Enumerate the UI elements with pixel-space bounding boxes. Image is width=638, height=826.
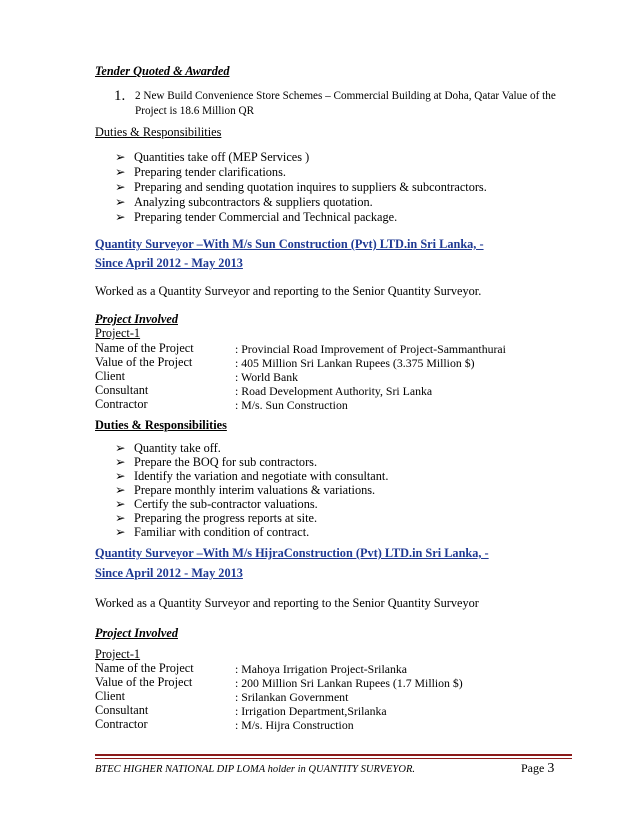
job1-summary: Worked as a Quantity Surveyor and reporting to the Senior Quantity Surveyor. xyxy=(95,284,482,298)
job2-field-key: Contractor xyxy=(95,717,148,731)
job2-field-value: : Irrigation Department,Srilanka xyxy=(235,704,387,718)
arrow-bullet-icon: ➢ xyxy=(115,497,126,511)
job1-project-heading: Project Involved xyxy=(95,312,178,326)
job1-field-value: : Road Development Authority, Sri Lanka xyxy=(235,384,433,398)
arrow-bullet-icon: ➢ xyxy=(115,525,126,539)
job1-field-key: Contractor xyxy=(95,397,148,411)
arrow-bullet-icon: ➢ xyxy=(115,150,126,164)
job1-field-value: : M/s. Sun Construction xyxy=(235,398,348,412)
job2-field-key: Name of the Project xyxy=(95,661,194,675)
page-label: Page xyxy=(521,761,545,775)
job1-period: Since April 2012 - May 2013 xyxy=(95,256,243,270)
job1-field-key: Client xyxy=(95,369,126,383)
job1-duties-heading: Duties & Responsibilities xyxy=(95,418,227,432)
footer-divider xyxy=(95,754,572,756)
job2-field-key: Consultant xyxy=(95,703,149,717)
page-indicator xyxy=(521,761,554,777)
job1-field-value: : World Bank xyxy=(235,370,299,384)
job1-field-value: : Provincial Road Improvement of Project-Sammanthurai xyxy=(235,342,506,356)
arrow-bullet-icon: ➢ xyxy=(115,511,126,525)
job2-field-value: : Mahoya Irrigation Project-Srilanka xyxy=(235,662,407,676)
arrow-bullet-icon: ➢ xyxy=(115,180,126,194)
tender-heading: Tender Quoted & Awarded xyxy=(95,64,230,78)
job2-field-value: : M/s. Hijra Construction xyxy=(235,718,354,732)
job2-period: Since April 2012 - May 2013 xyxy=(95,566,243,580)
job2-field-value: : Srilankan Government xyxy=(235,690,349,704)
arrow-bullet-icon: ➢ xyxy=(115,483,126,497)
arrow-bullet-icon: ➢ xyxy=(115,441,126,455)
job2-project-label: Project-1 xyxy=(95,647,141,661)
job1-field-key: Consultant xyxy=(95,383,149,397)
document-page: Tender Quoted & Awarded 1. 2 New Build Convenience Store Schemes – Commercial Building at Doha, Qatar Value of the Project is 18.6 Million QR Duties & Responsibilities ➢ Quantities take off (MEP Services ) ➢ Preparing tender clarifications. ➢ Preparing and sending quotation inquires to suppliers & subcontractors. ➢ Analyzing subcontractors & suppliers quotation. ➢ Preparing tender Commercial and Technical package. Quantity Surveyor –With M/s Sun Construction (Pvt) LTD.in Sri Lanka, - Since April 2012 - May 2013 Worked as a Quantity Surveyor and reporting to the Senior Quantity Surveyor. Project Involved Project-1 Name of the Project : Provincial Road Improvement of Project-Sammanthurai Value of the Project : 405 Million Sri Lankan Rupees (3.375 Million $) Client : World Bank Consultant : Road Development Authority, Sri Lanka Contractor : M/s. Sun Construction Duties & Responsibilities ➢ Quantity take off. ➢ Prepare the BOQ for sub contractors. ➢ Identify the variation and negotiate with consultant. ➢ Prepare monthly interim valuations & variations. ➢ Certify the sub-contractor valuations. ➢ Preparing the progress reports at site. ➢ Familiar with condition of contract. Quantity Surveyor –With M/s HijraConstruction (Pvt) LTD.in Sri Lanka, - Since April 2012 - May 2013 Worked as a Quantity Surveyor and reporting to the Senior Quantity Surveyor Project Involved Project-1 Name of the Project : Mahoya Irrigation Project-Srilanka Value of the Project : 200 Million Sri Lankan Rupees (1.7 Million $) Client : Srilankan Government Consultant : Irrigation Department,Srilanka Contractor : M/s. Hijra Construction BTEC HIGHER NATIONAL DIP LOMA holder in QUANTITY SURVEYOR. Page 3 xyxy=(0,0,638,826)
job1-field-key: Value of the Project xyxy=(95,355,193,369)
tender-item-line2: Project is 18.6 Million QR xyxy=(135,105,255,117)
arrow-bullet-icon: ➢ xyxy=(115,195,126,209)
tender-item-line1: 2 New Build Convenience Store Schemes – Commercial Building at Doha, Qatar Value of the xyxy=(135,90,556,102)
job2-title: Quantity Surveyor –With M/s HijraConstruction (Pvt) LTD.in Sri Lanka, - xyxy=(95,546,489,560)
page-number: 3 xyxy=(547,761,555,776)
job1-project-label: Project-1 xyxy=(95,326,141,340)
footer-divider xyxy=(95,758,572,759)
job2-project-heading: Project Involved xyxy=(95,626,178,640)
job2-field-key: Value of the Project xyxy=(95,675,193,689)
job2-field-key: Client xyxy=(95,689,126,703)
job1-field-key: Name of the Project xyxy=(95,341,194,355)
tender-item-number: 1. xyxy=(114,88,126,104)
tender-duties-heading: Duties & Responsibilities xyxy=(95,125,222,139)
footer-text: BTEC HIGHER NATIONAL DIP LOMA holder in QUANTITY SURVEYOR. xyxy=(95,764,415,775)
arrow-bullet-icon: ➢ xyxy=(115,455,126,469)
job1-title: Quantity Surveyor –With M/s Sun Construction (Pvt) LTD.in Sri Lanka, - xyxy=(95,237,484,251)
arrow-bullet-icon: ➢ xyxy=(115,165,126,179)
arrow-bullet-icon: ➢ xyxy=(115,469,126,483)
arrow-bullet-icon: ➢ xyxy=(115,210,126,224)
job2-field-value: : 200 Million Sri Lankan Rupees (1.7 Million $) xyxy=(235,676,463,690)
job1-field-value: : 405 Million Sri Lankan Rupees (3.375 Million $) xyxy=(235,356,475,370)
job2-summary: Worked as a Quantity Surveyor and reporting to the Senior Quantity Surveyor xyxy=(95,596,479,610)
